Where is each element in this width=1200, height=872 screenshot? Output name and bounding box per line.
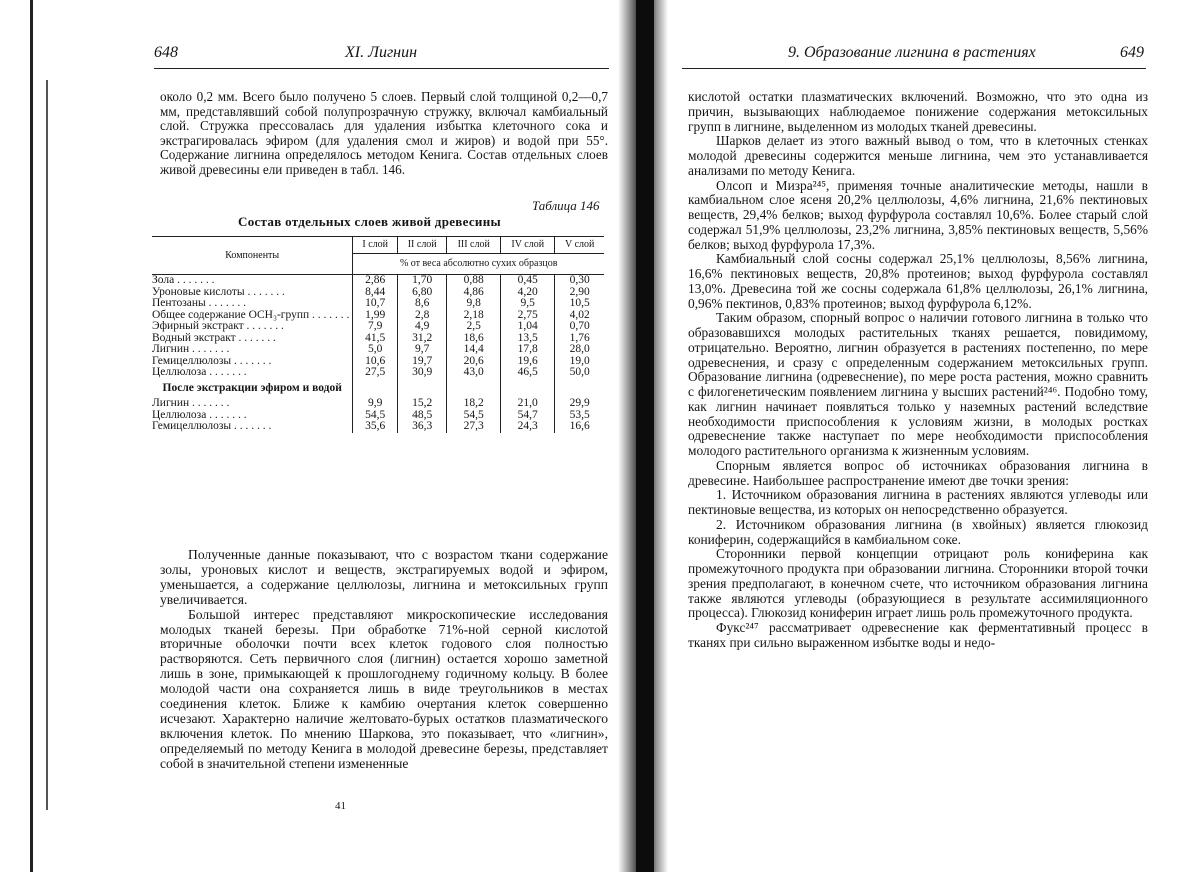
composition-table [152, 236, 604, 433]
cell-value: 4,9 [398, 321, 447, 333]
left-page-number: 648 [154, 44, 178, 61]
page-edge-shadow [30, 0, 33, 872]
cell-value: 14,4 [447, 344, 501, 356]
right-paragraph: 2. Источником образования лигнина (в хвойных) является глюкозид кониферин, содержащийся в камбиальном соке. [688, 516, 1148, 547]
cell-value: 48,5 [398, 410, 447, 422]
cell-value: 2,18 [447, 310, 501, 322]
col-header-components: Компоненты [152, 237, 353, 275]
table-row [152, 421, 604, 433]
cell-value: 9,8 [447, 298, 501, 310]
page-edge-line [46, 80, 48, 810]
birch-paragraph: Большой интерес представляют микроскопические исследования молодых тканей березы. При обработке 71%-ной серной кислотой вторичные оболочки почти всех клеток годового слоя полностью растворяются. Сеть первичного слоя (лигнин) остается хорошо заметной лишь в зоне, примыкающей к прошлогоднему годичному кольцу. В более молодой части она сохраняется лишь в виде треугольников в местах соединения клеток. Ближе к камбию очертания клеток совершенно исчезают. Характерно наличие желтовато-бурых остатков плазматического включения клеток. По мнению Шаркова, это показывает, что «лигнин», определяемый по методу Кенига в молодой древесине березы, представляет собой в значительной степени измененные [160, 606, 608, 771]
right-paragraph: Фукс²⁴⁷ рассматривает одревеснение как ферментативный процесс в тканях при сильно выраженном избытке воды и недо- [688, 620, 1148, 650]
right-body-text [688, 90, 1148, 651]
right-paragraph: Спорным является вопрос об источниках образования лигнина в древесине. Наибольшее распространение имеют две точки зрения: [688, 457, 1148, 488]
cell-value: 54,7 [501, 410, 555, 422]
cell-value: 0,70 [555, 321, 604, 333]
cell-value: 18,6 [447, 333, 501, 345]
cell-value: 7,9 [353, 321, 398, 333]
cell-value: 9,5 [501, 298, 555, 310]
col-header-layer-4: IV слой [501, 237, 555, 254]
cell-value: 54,5 [447, 410, 501, 422]
table-row [152, 321, 604, 333]
col-header-layer-3: III слой [447, 237, 501, 254]
cell-value: 19,6 [501, 356, 555, 368]
table-subheading: После экстракции эфиром и водой [162, 381, 342, 394]
cell-value: 2,75 [501, 310, 555, 322]
cell-value: 9,7 [398, 344, 447, 356]
cell-value: 4,02 [555, 310, 604, 322]
right-paragraph: Таким образом, спорный вопрос о наличии готового лигнина в только что образовавшихся молодых растительных тканях решается, повидимому, отрицательно. Вероятно, лигнин образуется в растениях постепенно, по мере одревеснения, и сразу с определенным содержанием метоксильных групп. Образование лигнина (одревеснение), по мере роста растения, можно сравнить с филогенетическим появлением лигнина у высших растений²⁴⁶. Подобно тому, как лигнин начинает появляться только у наземных растений вследствие необходимости приспособления к условиям жизни, в молодых ростках одревеснение также наступает по мере необходимости приспособления молодого растительного организма к жизненным условиям. [688, 310, 1148, 458]
cell-value: 6,80 [398, 287, 447, 299]
cell-value: 35,6 [353, 421, 398, 433]
cell-value: 19,0 [555, 356, 604, 368]
cell-value: 5,0 [353, 344, 398, 356]
row-label: Эфирный экстракт . . . . . . . [152, 320, 284, 332]
table-subheading-group [152, 379, 604, 399]
cell-value: 2,90 [555, 287, 604, 299]
footer-signature: 41 [335, 800, 346, 812]
table-row [152, 344, 604, 356]
cell-value: 8,6 [398, 298, 447, 310]
cell-value: 0,88 [447, 275, 501, 287]
cell-value: 1,76 [555, 333, 604, 345]
table-row [152, 398, 604, 410]
cell-value: 13,5 [501, 333, 555, 345]
cell-value: 1,04 [501, 321, 555, 333]
row-label: Гемицеллюлозы . . . . . . . [152, 420, 272, 432]
cell-value: 9,9 [353, 398, 398, 410]
cell-value: 31,2 [398, 333, 447, 345]
cell-value: 2,8 [398, 310, 447, 322]
right-paragraph: Сторонники первой концепции отрицают роль кониферина как промежуточного продукта при образовании лигнина. Сторонники второй точки зрения предполагают, в конечном счете, что источником образования лигнина также являются углеводы (образующиеся в результате ассимиляционного процесса). Глюкозид кониферин играет лишь роль промежуточного продукта. [688, 546, 1148, 621]
right-paragraph: Камбиальный слой сосны содержал 25,1% целлюлозы, 8,56% лигнина, 16,6% пектиновых веществ, 20,8% протеинов; выход фурфурола составлял 13,0%. Древесина той же сосны содержала 61,8% целлюлозы, 26,1% лигнина, 0,96% пектинов, 0,83% протеинов; выход фурфурола 6,12%. [688, 251, 1148, 311]
left-intro-text [160, 90, 608, 178]
cell-value: 27,3 [447, 421, 501, 433]
right-page-number: 649 [1120, 44, 1144, 61]
cell-value: 1,70 [398, 275, 447, 287]
cell-value: 30,9 [398, 367, 447, 379]
table-body-after [152, 398, 604, 433]
cell-value: 2,86 [353, 275, 398, 287]
left-running-head: XI. Лигнин [345, 44, 418, 61]
right-paragraph: Олсоп и Мизра²⁴⁵, применяя точные аналитические методы, нашли в камбиальном слое ясеня 20,2% целлюлозы, 4,6% лигнина, 21,6% пектиновых веществ, 29,4% белков; выход фурфурола составлял 10,6%. Более старый слой содержал 51,9% целлюлозы, 23,2% лигнина, 3,85% пектиновых веществ, 5,56% белков; выход фурфурола 17,3%. [688, 177, 1148, 252]
row-label: Уроновые кислоты . . . . . . . [152, 285, 285, 298]
cell-value: 4,20 [501, 287, 555, 299]
left-lower-text [160, 548, 608, 772]
cell-value: 10,7 [353, 298, 398, 310]
row-label: Водный экстракт . . . . . . . [152, 331, 276, 344]
cell-value: 36,3 [398, 421, 447, 433]
cell-value: 21,0 [501, 398, 555, 410]
cell-value: 17,8 [501, 344, 555, 356]
cell-value: 20,6 [447, 356, 501, 368]
row-label: Целлюлоза . . . . . . . [152, 366, 247, 378]
cell-value: 41,5 [353, 333, 398, 345]
right-paragraph: 1. Источником образования лигнина в растениях являются углеводы или пектиновые вещества, из которых он непосредственно образуется. [688, 487, 1148, 517]
cell-value: 28,0 [555, 344, 604, 356]
cell-value: 53,5 [555, 410, 604, 422]
right-page [640, 0, 1200, 872]
cell-value: 19,7 [398, 356, 447, 368]
right-paragraph: Шарков делает из этого важный вывод о том, что в клеточных стенках молодой древесины содержится меньше лигнина, чем это устанавливается анализами по методу Кенига. [688, 133, 1148, 178]
row-label: Гемицеллюлозы . . . . . . . [152, 354, 272, 367]
col-header-layer-2: II слой [398, 237, 447, 254]
row-label: Лигнин . . . . . . . [152, 343, 230, 355]
table-row [152, 275, 604, 287]
cell-value: 50,0 [555, 367, 604, 379]
cell-value: 46,5 [501, 367, 555, 379]
col-header-layer-1: I слой [353, 237, 398, 254]
row-label: Зола . . . . . . . [152, 274, 215, 286]
cell-value: 2,5 [447, 321, 501, 333]
cell-value: 10,5 [555, 298, 604, 310]
cell-value: 8,44 [353, 287, 398, 299]
table-row [152, 367, 604, 379]
table-row [152, 298, 604, 310]
table-label: Таблица 146 [532, 198, 600, 213]
table-title: Состав отдельных слоев живой древесины [238, 214, 501, 229]
table-body [152, 275, 604, 379]
cell-value: 4,86 [447, 287, 501, 299]
row-label: Пентозаны . . . . . . . [152, 297, 246, 309]
intro-paragraph: около 0,2 мм. Всего было получено 5 слоев. Первый слой толщиной 0,2—0,7 мм, представлявший собой полупрозрачную стружку, включал камбиальный слой. Стружка прессовалась для удаления избытка клеточного сока и экстрагировалась эфиром (для удаления смол и жиров) и водой при 55°. Содержание лигнина определялось методом Кенига. Состав отдельных слоев живой древесины ели приведен в табл. 146. [160, 89, 608, 177]
cell-value: 0,45 [501, 275, 555, 287]
cell-value: 0,30 [555, 275, 604, 287]
right-paragraph: кислотой остатки плазматических включений. Возможно, что это одна из причин, вызывающих наблюдаемое понижение содержания метоксильных групп в лигнине, выделенном из молодых тканей древесины. [688, 89, 1148, 134]
cell-value: 15,2 [398, 398, 447, 410]
cell-value: 27,5 [353, 367, 398, 379]
cell-value: 29,9 [555, 398, 604, 410]
cell-value: 1,99 [353, 310, 398, 322]
cell-value: 18,2 [447, 398, 501, 410]
cell-value: 10,6 [353, 356, 398, 368]
results-paragraph: Полученные данные показывают, что с возрастом ткани содержание золы, уроновых кислот и веществ, экстрагируемых водой и эфиром, уменьшается, а содержание целлюлозы, лигнина и метоксильных групп увеличивается. [160, 547, 608, 607]
cell-value: 43,0 [447, 367, 501, 379]
right-running-head: 9. Образование лигнина в растениях [788, 44, 1036, 61]
cell-value: 24,3 [501, 421, 555, 433]
cell-value: 16,6 [555, 421, 604, 433]
row-label: Целлюлоза . . . . . . . [152, 408, 247, 421]
col-header-layer-5: V слой [555, 237, 604, 254]
row-label: Общее содержание OCH₃-групп . . . . . . . [152, 308, 350, 321]
cell-value: 54,5 [353, 410, 398, 422]
header-rule [154, 68, 609, 69]
header-rule [682, 68, 1146, 69]
unit-row: % от веса абсолютно сухих образцов [353, 254, 604, 275]
row-label: Лигнин . . . . . . . [152, 397, 230, 409]
